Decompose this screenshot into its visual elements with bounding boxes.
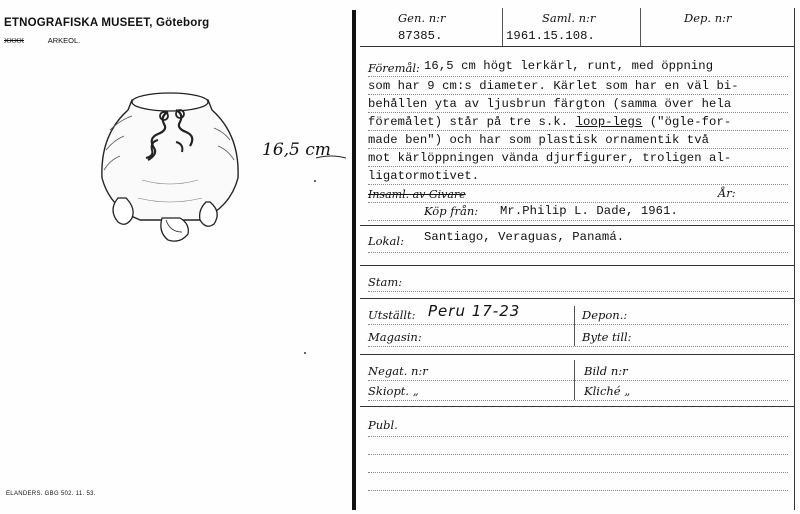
measurement-annotation: 16,5 cm: [262, 140, 331, 160]
dotted-line: [368, 400, 788, 401]
dotted-line: [368, 76, 788, 77]
insamlat-struck-label: Insaml. av Givare: [368, 188, 466, 201]
card-divider: [352, 10, 356, 510]
desc-line-7: ligatormotivet.: [368, 169, 480, 183]
column-divider: [640, 8, 641, 46]
measurement-underline: [316, 154, 346, 162]
lokal-value: Santiago, Veraguas, Panamá.: [424, 230, 625, 244]
kliche-label: Kliché „: [584, 384, 631, 398]
skiopt-label: Skiopt. „: [368, 384, 419, 398]
speck: [304, 352, 306, 354]
desc-line-4-tail: ("ögle-for-: [642, 115, 732, 129]
dotted-line: [368, 490, 788, 491]
desc-line-3: behållen yta av ljusbrun färgton (samma över hela: [368, 97, 732, 111]
ar-label: År:: [718, 186, 736, 200]
dotted-line: [368, 291, 788, 292]
catalog-card: [360, 8, 795, 510]
stam-label: Stam:: [368, 275, 403, 289]
desc-line-4: [368, 115, 731, 129]
row-divider: [360, 265, 794, 266]
speck: [314, 180, 316, 182]
saml-label: Saml. n:r: [542, 11, 596, 25]
kop-label: Köp från:: [424, 204, 479, 218]
row-divider: [360, 225, 794, 226]
depon-label: Depon.:: [582, 308, 628, 322]
dotted-line: [368, 94, 788, 95]
dotted-line: [368, 148, 788, 149]
row-divider: [360, 354, 794, 355]
dotted-line: [368, 220, 788, 221]
utstallt-value: Peru 17-23: [428, 302, 521, 320]
dotted-line: [368, 436, 788, 437]
dotted-line: [368, 252, 788, 253]
desc-line-5: made ben") och har som plastisk ornamentik två: [368, 133, 710, 147]
dotted-line: [368, 166, 788, 167]
foremal-label: Föremål:: [368, 61, 420, 75]
row-divider: [360, 46, 794, 47]
desc-underlined-term: loop-legs: [575, 115, 643, 129]
lokal-label: Lokal:: [368, 234, 404, 248]
dotted-line: [368, 346, 788, 347]
dotted-line: [368, 454, 788, 455]
struck-department: XXXX: [4, 36, 25, 45]
dotted-line: [368, 472, 788, 473]
department-line: [4, 36, 80, 45]
column-divider: [502, 8, 503, 46]
desc-line-4-start: föremålet) står på tre s.k.: [368, 115, 576, 129]
dotted-line: [368, 130, 788, 131]
museum-title: ETNOGRAFISKA MUSEET, Göteborg: [4, 17, 210, 29]
gen-label: Gen. n:r: [398, 11, 446, 25]
desc-line-6: mot kärlöppningen vända djurfigurer, troligen al-: [368, 151, 732, 165]
row-divider: [360, 406, 794, 407]
printer-imprint: ELANDERS. GBG 502. 11. 53.: [6, 491, 96, 497]
kop-value: Mr.Philip L. Dade, 1961.: [500, 204, 678, 218]
bild-label: Bild n:r: [584, 364, 628, 378]
dotted-line: [368, 202, 788, 203]
department: ARKEOL.: [47, 36, 81, 45]
dotted-line: [368, 184, 788, 185]
publ-label: Publ.: [368, 418, 398, 432]
column-divider: [574, 306, 575, 346]
dotted-line: [368, 324, 788, 325]
desc-line-1: 16,5 cm högt lerkärl, runt, med öppning: [424, 59, 714, 73]
row-divider: [360, 298, 794, 299]
gen-value: 87385.: [398, 29, 443, 43]
pottery-drawing: [80, 80, 260, 260]
utstallt-label: Utställt:: [368, 308, 416, 322]
dep-label: Dep. n:r: [684, 11, 732, 25]
dotted-line: [368, 112, 788, 113]
dotted-line: [368, 380, 788, 381]
saml-value: 1961.15.108.: [506, 29, 595, 43]
magasin-label: Magasin:: [368, 330, 422, 344]
desc-line-2: som har 9 cm:s diameter. Kärlet som har en väl bi-: [368, 79, 739, 93]
byte-label: Byte till:: [582, 330, 632, 344]
negat-label: Negat. n:r: [368, 364, 428, 378]
